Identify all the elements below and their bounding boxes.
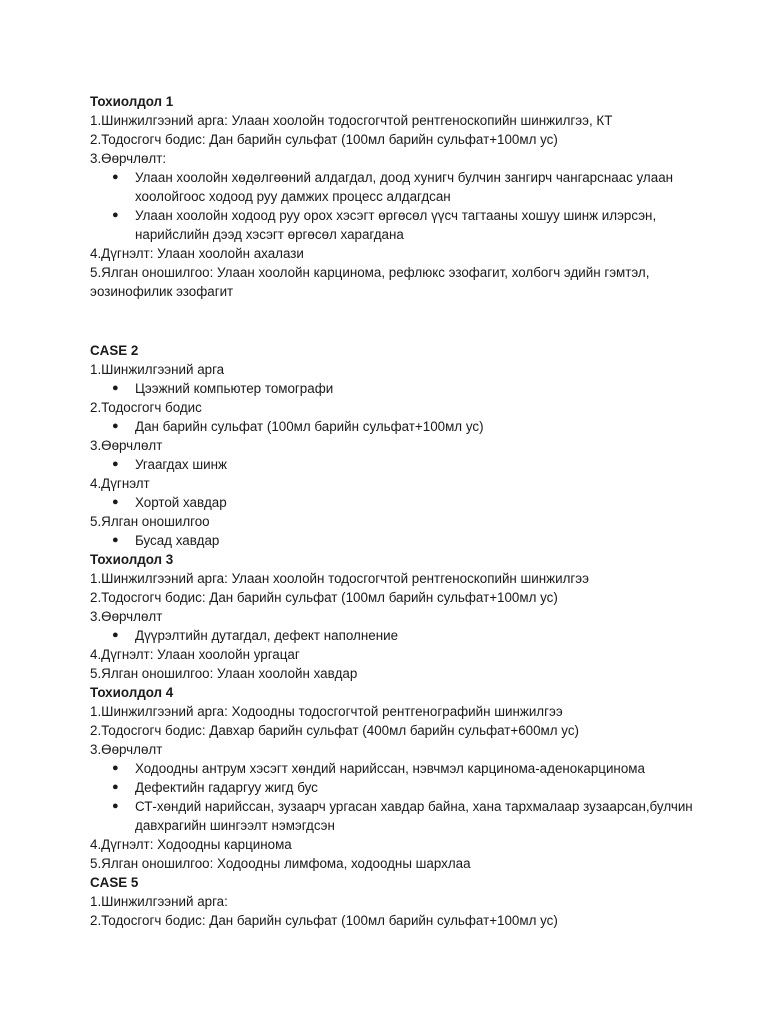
bullet-icon: ● xyxy=(112,762,119,774)
bullet-item xyxy=(90,778,700,797)
case-section xyxy=(90,341,700,550)
section-spacer xyxy=(90,301,700,341)
bullet-icon: ● xyxy=(112,496,119,508)
bullet-item xyxy=(90,797,700,835)
bullet-text: Дан барийн сульфат (100мл барийн сульфат+100мл ус) xyxy=(135,419,484,434)
bullet-item xyxy=(90,493,700,512)
bullet-icon: ● xyxy=(112,458,119,470)
bullet-item xyxy=(90,417,700,436)
bullet-text: Дефектийн гадаргуу жигд бус xyxy=(135,780,318,795)
bullet-text: Улаан хоолойн хөдөлгөөний алдагдал, доод хунигч булчин зангирч чангарснаас улаан хоолойгоос ходоод руу дамжих процесс алдагдсан xyxy=(135,170,674,204)
text-line: 4.Дүгнэлт: Улаан хоолойн ахалази xyxy=(90,246,304,261)
bullet-item xyxy=(90,206,700,244)
text-line: 2.Тодосгогч бодис: Дан барийн сульфат (100мл барийн сульфат+100мл ус) xyxy=(90,913,558,928)
text-line: 5.Ялган оношилгоо xyxy=(90,514,210,529)
case-heading: Тохиолдол 4 xyxy=(90,685,174,700)
text-line: 3.Өөрчлөлт xyxy=(90,438,163,453)
bullet-icon: ● xyxy=(112,781,119,793)
bullet-text: Бусад хавдар xyxy=(135,533,220,548)
bullet-icon: ● xyxy=(112,800,119,812)
text-line: 4.Дүгнэлт: Ходоодны карцинома xyxy=(90,837,292,852)
text-line: 1.Шинжилгээний арга: Улаан хоолойн тодосгогчтой рентгеноскопийн шинжилгээ, КТ xyxy=(90,113,613,128)
text-line: 4.Дүгнэлт xyxy=(90,476,150,491)
text-line: 5.Ялган оношилгоо: Улаан хоолойн карцинома, рефлюкс эзофагит, холбогч эдийн гэмтэл, эозинофилик эзофагит xyxy=(90,265,650,299)
bullet-icon: ● xyxy=(112,171,119,183)
case-section xyxy=(90,550,700,683)
case-section xyxy=(90,92,700,301)
bullet-item xyxy=(90,531,700,550)
text-line: 3.Өөрчлөлт xyxy=(90,742,163,757)
text-line: 4.Дүгнэлт: Улаан хоолойн ургацаг xyxy=(90,647,300,662)
bullet-text: Угаагдах шинж xyxy=(135,457,227,472)
bullet-icon: ● xyxy=(112,629,119,641)
text-line: 1.Шинжилгээний арга: Ходоодны тодосгогчтой рентгенографийн шинжилгээ xyxy=(90,704,563,719)
bullet-text: Улаан хоолойн ходоод руу орох хэсэгт өргөсөл үүсч тагтааны хошуу шинж илэрсэн, нарийслийн дээд хэсэгт өргөсөл харагдана xyxy=(135,208,657,242)
bullet-item xyxy=(90,168,700,206)
bullet-text: Хортой хавдар xyxy=(135,495,227,510)
text-line: 1.Шинжилгээний арга: Улаан хоолойн тодосгогчтой рентгеноскопийн шинжилгээ xyxy=(90,571,589,586)
text-line: 1.Шинжилгээний арга: xyxy=(90,894,228,909)
text-line: 3.Өөрчлөлт xyxy=(90,609,163,624)
bullet-icon: ● xyxy=(112,420,119,432)
case-section xyxy=(90,873,700,930)
text-line: 3.Өөрчлөлт: xyxy=(90,151,167,166)
bullet-item xyxy=(90,379,700,398)
text-line: 2.Тодосгогч бодис xyxy=(90,400,202,415)
case-heading: CASE 2 xyxy=(90,343,139,358)
case-heading: Тохиолдол 3 xyxy=(90,552,174,567)
bullet-item xyxy=(90,455,700,474)
text-line: 2.Тодосгогч бодис: Дан барийн сульфат (100мл барийн сульфат+100мл ус) xyxy=(90,132,558,147)
bullet-text: Цээжний компьютер томографи xyxy=(135,381,334,396)
bullet-icon: ● xyxy=(112,534,119,546)
bullet-item xyxy=(90,626,700,645)
text-line: 5.Ялган оношилгоо: Улаан хоолойн хавдар xyxy=(90,666,358,681)
bullet-icon: ● xyxy=(112,209,119,221)
bullet-icon: ● xyxy=(112,382,119,394)
text-line: 2.Тодосгогч бодис: Дан барийн сульфат (100мл барийн сульфат+100мл ус) xyxy=(90,590,558,605)
case-section xyxy=(90,683,700,873)
bullet-text: Ходоодны антрум хэсэгт хөндий нарийссан, нэвчмэл карцинома-аденокарцинома xyxy=(135,761,645,776)
case-heading: Тохиолдол 1 xyxy=(90,94,174,109)
text-line: 1.Шинжилгээний арга xyxy=(90,362,225,377)
case-heading: CASE 5 xyxy=(90,875,139,890)
bullet-text: Дүүрэлтийн дутагдал, дефект наполнение xyxy=(135,628,399,643)
document-content xyxy=(90,92,700,930)
bullet-item xyxy=(90,759,700,778)
text-line: 2.Тодосгогч бодис: Давхар барийн сульфат (400мл барийн сульфат+600мл ус) xyxy=(90,723,579,738)
bullet-text: СТ-хөндий нарийссан, зузаарч ургасан хавдар байна, хана тархмалаар зузаарсан,булчин давхрагийн шингээлт нэмэгдсэн xyxy=(135,799,693,833)
text-line: 5.Ялган оношилгоо: Ходоодны лимфома, ходоодны шархлаа xyxy=(90,856,471,871)
